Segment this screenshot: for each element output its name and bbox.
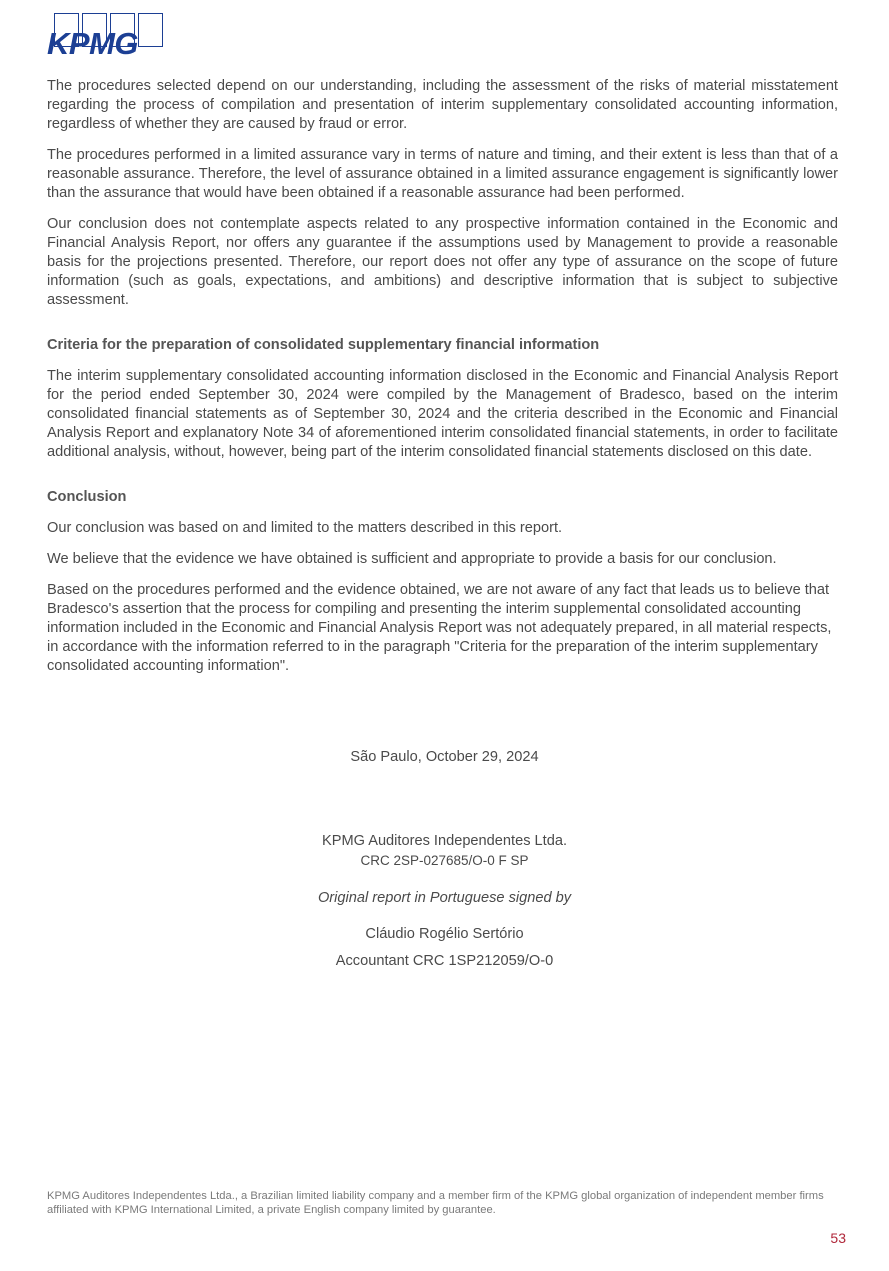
page-number: 53 (830, 1230, 846, 1246)
paragraph-prospective-information: Our conclusion does not contemplate aspects related to any prospective information contained in the Economic and Financial Analysis Report, nor offers any guarantee if the assumptions used by Management to provide a reasonable basis for the projections presented. Therefore, our report does not offer any type of assurance on the scope of future information (such as goals, expectations, and ambitions) and descriptive information that is subject to subjective assessment. (47, 216, 838, 308)
paragraph-limited-assurance: The procedures performed in a limited assurance vary in terms of nature and timing, and their extent is less than that of a reasonable assurance. Therefore, the level of assurance obtained in a limited assurance engagement is significantly lower than the assurance that would have been obtained if a reasonable assurance had been performed. (47, 147, 838, 201)
footer-disclaimer: KPMG Auditores Independentes Ltda., a Brazilian limited liability company and a member firm of the KPMG global organization of independent member firms affiliated with KPMG International Limited, a private English company limited by guarantee. (47, 1190, 824, 1216)
criteria-heading: Criteria for the preparation of consolidated supplementary financial information (47, 337, 600, 353)
conclusion-heading: Conclusion (47, 489, 127, 505)
conclusion-paragraph-1: Our conclusion was based on and limited to the matters described in this report. (47, 520, 563, 536)
criteria-paragraph: The interim supplementary consolidated accounting information disclosed in the Economic and Financial Analysis Report for the period ended September 30, 2024 were compiled by the Management of Bradesco, based on the interim consolidated financial statements as of September 30, 2024 and the criteria described in the Economic and Financial Analysis Report and explanatory Note 34 of aforementioned interim consolidated financial statements, in order to facilitate additional analysis, without, however, being part of the interim consolidated financial statements disclosed on this date. (47, 368, 838, 460)
kpmg-logo (47, 13, 167, 61)
paragraph-procedures-selected: The procedures selected depend on our understanding, including the assessment of the risks of material misstatement regarding the process of compilation and presentation of interim supplementary consolidated accounting information, regardless of whether they are caused by fraud or error. (47, 78, 838, 132)
signed-note: Original report in Portuguese signed by (317, 890, 572, 906)
conclusion-paragraph-2: We believe that the evidence we have obtained is sufficient and appropriate to provide a basis for our conclusion. (47, 551, 777, 567)
signer-name: Cláudio Rogélio Sertório (365, 926, 524, 942)
report-body (47, 77, 838, 688)
place-date: São Paulo, October 29, 2024 (350, 749, 539, 765)
signer-crc: Accountant CRC 1SP212059/O-0 (335, 953, 554, 969)
firm-name: KPMG Auditores Independentes Ltda. (321, 833, 567, 849)
conclusion-paragraph-3: Based on the procedures performed and the evidence obtained, we are not aware of any fact that leads us to believe that Bradesco's assertion that the process for compiling and presenting the interim supplemental consolidated accounting information included in the Economic and Financial Analysis Report was not adequately prepared, in all material respects, in accordance with the information referred to in the paragraph "Criteria for the preparation of the interim supplementary consolidated accounting information". (47, 582, 832, 674)
firm-crc: CRC 2SP-027685/O-0 F SP (360, 853, 529, 868)
logo-text: KPMG (47, 26, 138, 61)
